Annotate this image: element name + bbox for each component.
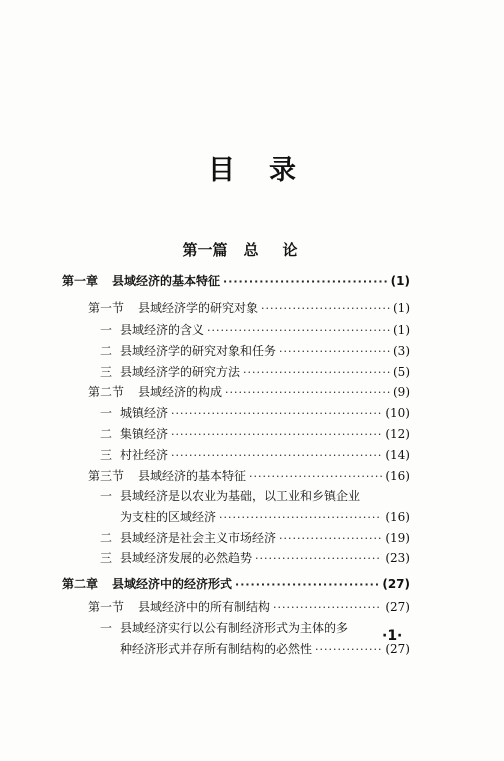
toc-entry-item-continuation[interactable]: [120, 640, 410, 659]
entry-page: (1): [393, 301, 410, 315]
entry-text: 县域经济是以农业为基础，以工业和乡镇企业: [120, 489, 361, 503]
entry-text: 县域经济中的所有制结构: [138, 600, 271, 614]
entry-text: 县域经济学的研究对象: [138, 301, 259, 315]
entry-page: (3): [393, 344, 410, 358]
entry-number: 一: [100, 489, 113, 503]
entry-number: 第二节: [88, 385, 125, 399]
part-number: 第一篇: [182, 241, 228, 259]
toc-entry-item[interactable]: [100, 404, 410, 423]
entry-text: 城镇经济: [120, 406, 169, 420]
part-name: 总论: [243, 241, 322, 259]
leader-dots: [273, 599, 382, 617]
toc-title: 目录: [208, 155, 330, 186]
entry-text: 县域经济的基本特征: [112, 274, 221, 288]
entry-page: (1): [393, 323, 410, 337]
entry-page: (27): [382, 577, 410, 591]
toc-entry-item[interactable]: [100, 321, 410, 340]
toc-entry-chapter[interactable]: [62, 272, 410, 291]
entry-page: (9): [393, 385, 410, 399]
entry-number: 第二章: [62, 577, 99, 591]
entry-text: 县域经济学的研究方法: [120, 365, 241, 379]
entry-text: 县域经济的含义: [120, 323, 205, 337]
entry-page: (16): [385, 469, 410, 483]
entry-text: 县域经济的基本特征: [138, 469, 247, 483]
leader-dots: [279, 530, 382, 548]
entry-page: (23): [385, 551, 410, 565]
entry-number: 一: [100, 323, 113, 337]
entry-text: 县域经济是社会主义市场经济: [120, 531, 277, 545]
leader-dots: [255, 550, 382, 568]
entry-page: (27): [385, 600, 410, 614]
entry-number: 第三节: [88, 469, 125, 483]
leader-dots: [207, 322, 390, 340]
page-number: ·1·: [382, 628, 403, 644]
leader-dots: [171, 426, 382, 444]
entry-page: (14): [385, 448, 410, 462]
entry-text-continued: 为支柱的区域经济: [120, 510, 217, 524]
entry-number: 一: [100, 621, 113, 635]
toc-entry-item[interactable]: [100, 487, 410, 505]
toc-entry-item[interactable]: [100, 549, 410, 568]
entry-text: 县域经济发展的必然趋势: [120, 551, 253, 565]
entry-number: 一: [100, 406, 113, 420]
toc-entry-section[interactable]: [88, 598, 410, 617]
toc-entry-item[interactable]: [100, 529, 410, 548]
leader-dots: [243, 364, 390, 382]
entry-text: 村社经济: [120, 448, 169, 462]
entry-page: (27): [385, 642, 410, 656]
toc-entry-item[interactable]: [100, 425, 410, 444]
toc-entry-section[interactable]: [88, 467, 410, 486]
toc-entry-section[interactable]: [88, 383, 410, 402]
leader-dots: [171, 447, 382, 465]
leader-dots: [235, 576, 379, 594]
entry-page: (12): [385, 427, 410, 441]
entry-text: 县域经济中的经济形式: [112, 577, 233, 591]
entry-page: (19): [385, 531, 410, 545]
toc-entry-item-continuation[interactable]: [120, 508, 410, 527]
leader-dots: [225, 384, 390, 402]
entry-text: 县域经济的构成: [138, 385, 223, 399]
toc-entry-item[interactable]: [100, 363, 410, 382]
entry-number: 二: [100, 427, 113, 441]
entry-number: 二: [100, 344, 113, 358]
entry-number: 第一节: [88, 600, 125, 614]
entry-page: (10): [385, 406, 410, 420]
entry-text: 县域经济学的研究对象和任务: [120, 344, 277, 358]
entry-page: (5): [393, 365, 410, 379]
part-heading: [0, 239, 504, 260]
leader-dots: [315, 641, 382, 659]
toc-entry-chapter[interactable]: [62, 575, 410, 594]
entry-text-continued: 种经济形式并存所有制结构的必然性: [120, 642, 313, 656]
toc-entry-section[interactable]: [88, 299, 410, 318]
toc-entry-item[interactable]: [100, 342, 410, 361]
entry-number: 三: [100, 365, 113, 379]
toc-entry-item[interactable]: [100, 619, 410, 637]
entry-number: 二: [100, 531, 113, 545]
leader-dots: [223, 273, 388, 291]
leader-dots: [171, 405, 382, 423]
entry-text: 集镇经济: [120, 427, 169, 441]
leader-dots: [261, 300, 390, 318]
leader-dots: [279, 343, 390, 361]
leader-dots: [219, 509, 382, 527]
entry-page: (16): [385, 510, 410, 524]
entry-number: 三: [100, 551, 113, 565]
entry-number: 三: [100, 448, 113, 462]
leader-dots: [249, 468, 382, 486]
entry-number: 第一节: [88, 301, 125, 315]
toc-entry-item[interactable]: [100, 446, 410, 465]
entry-text: 县域经济实行以公有制经济形式为主体的多: [120, 621, 349, 635]
entry-page: (1): [390, 274, 410, 288]
entry-number: 第一章: [62, 274, 99, 288]
